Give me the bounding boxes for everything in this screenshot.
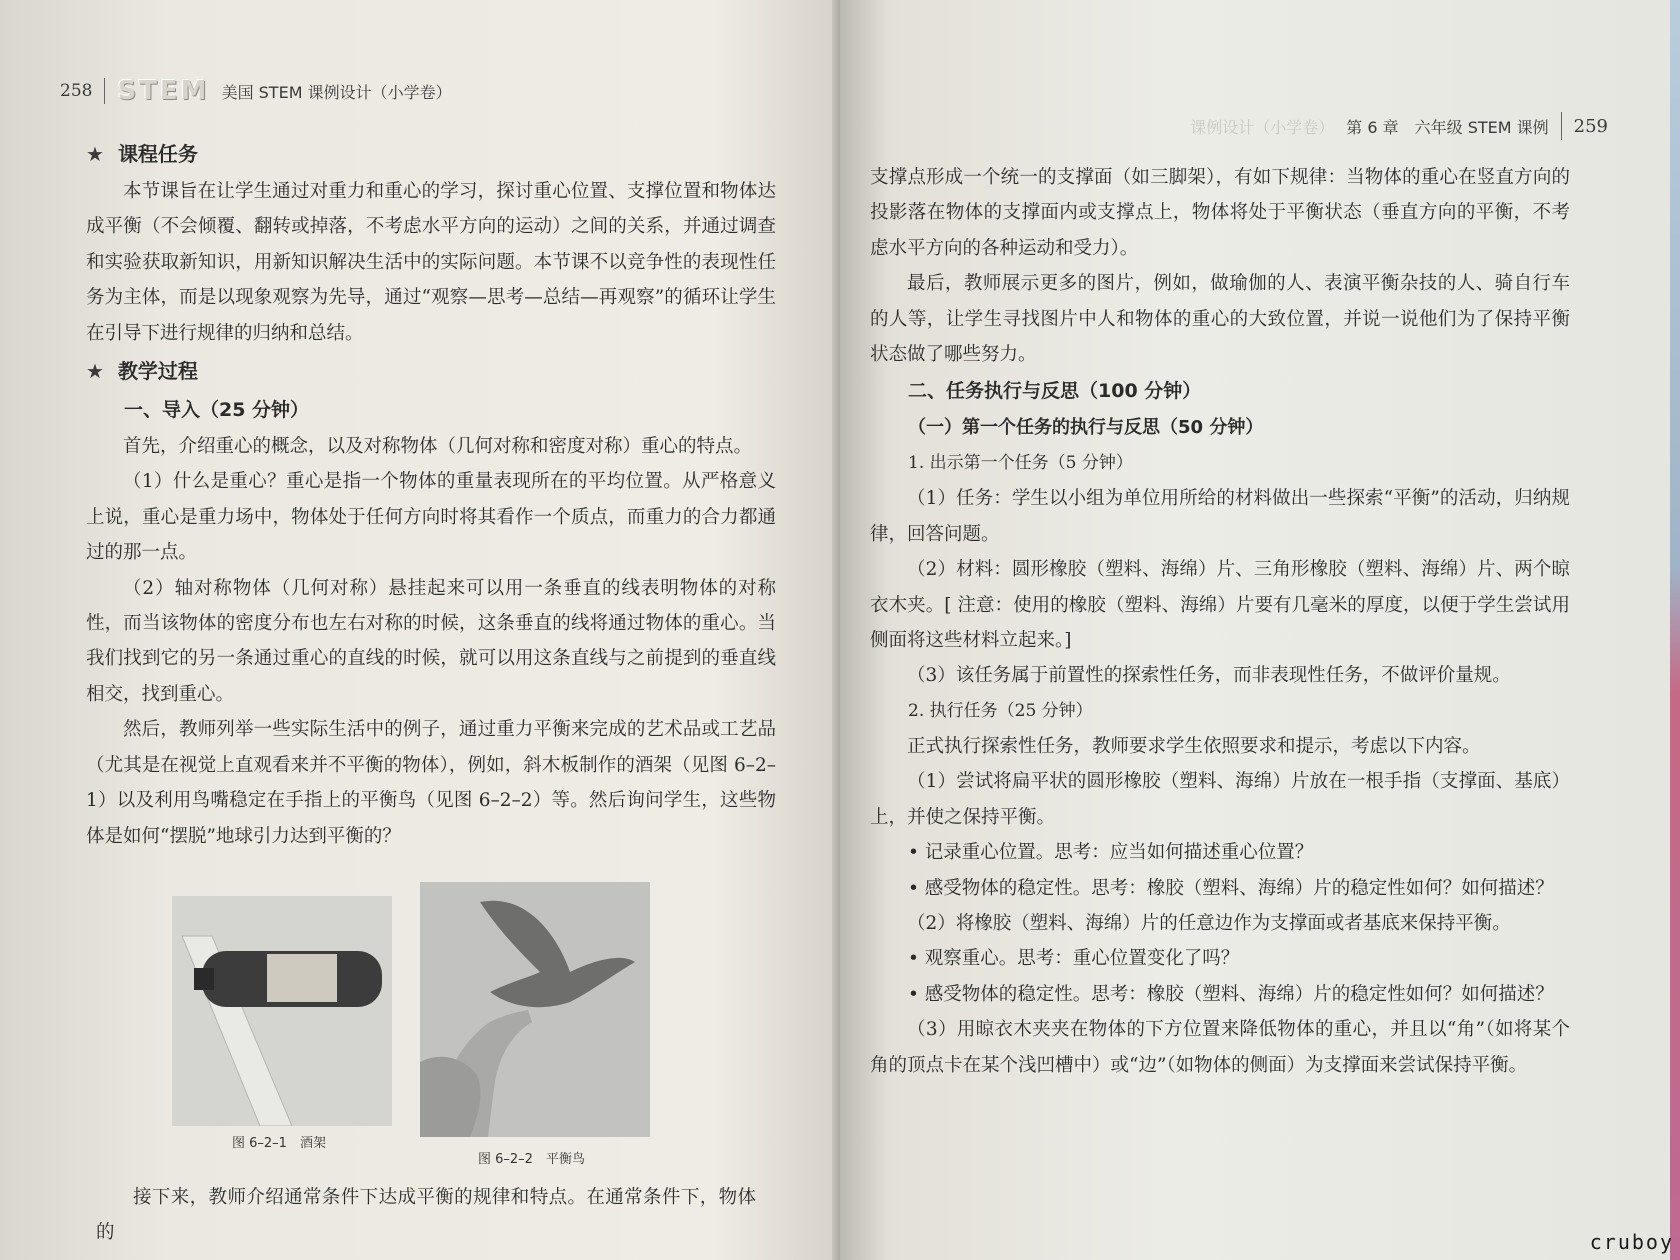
paragraph: 然后，教师列举一些实际生活中的例子，通过重力平衡来完成的艺术品或工艺品（尤其是在视觉上直观看来并不平衡的物体），例如，斜木板制作的酒架（见图 6–2–1）以及利用鸟嘴稳定在手指上的平衡鸟（见图 6–2–2）等。然后询问学生，这些物体是如何“摆脱”地球引力达到平衡的？ [86, 719, 776, 847]
bullet-item: • 感受物体的稳定性。思考：橡胶（塑料、海绵）片的稳定性如何？如何描述？ [908, 983, 1554, 1005]
right-running-head [1190, 112, 1608, 140]
wine-rack-photo [172, 896, 392, 1126]
section-heading-label: 课程任务 [117, 142, 198, 166]
paragraph: （2）材料：圆形橡胶（塑料、海绵）片、三角形橡胶（塑料、海绵）片、两个晾衣木夹。[ 注意：使用的橡胶（塑料、海绵）片要有几毫米的厚度，以便于学生尝试用侧面将这些材料立起来。] [870, 559, 1570, 652]
paragraph: （1）尝试将扁平状的圆形橡胶（塑料、海绵）片放在一根手指（支撑面、基底）上，并使之保持平衡。 [870, 771, 1570, 828]
paragraph: （1）什么是重心？重心是指一个物体的重量表现所在的平均位置。从严格意义上说，重心是重力场中，物体处于任何方向时将其看作一个质点，而重力的合力都通过的那一点。 [86, 471, 776, 564]
left-page-number: 258 [60, 81, 93, 101]
left-running-head [60, 76, 452, 106]
star-icon: ★ [86, 359, 104, 384]
faint-running-head: 课例设计（小学卷） [1190, 117, 1335, 137]
figure-caption-2: 图 6–2–2 平衡鸟 [478, 1152, 585, 1167]
step-heading: 1. 出示第一个任务（5 分钟） [908, 453, 1133, 474]
right-page-body [870, 160, 1570, 1083]
section-two-heading: 二、任务执行与反思（100 分钟） [908, 380, 1202, 403]
section-heading-task [86, 134, 776, 174]
bullet-item: • 观察重心。思考：重心位置变化了吗？ [908, 948, 1240, 970]
header-divider [1561, 112, 1562, 140]
section-heading-label: 教学过程 [117, 359, 198, 384]
bullet-item: • 感受物体的稳定性。思考：橡胶（塑料、海绵）片的稳定性如何？如何描述？ [908, 877, 1554, 899]
left-page-body [86, 134, 776, 854]
paragraph: （2）将橡胶（塑料、海绵）片的任意边作为支撑面或者基底来保持平衡。 [907, 912, 1511, 934]
paragraph: 接下来，教师介绍通常条件下达成平衡的规律和特点。在通常条件下，物体的 [96, 1187, 756, 1244]
chapter-title: 第 6 章 六年级 STEM 课例 [1346, 117, 1549, 137]
intro-heading: 一、导入（25 分钟） [124, 399, 310, 422]
header-divider [104, 78, 105, 104]
figures [160, 896, 660, 1176]
paragraph: 正式执行探索性任务，教师要求学生依照要求和提示，考虑以下内容。 [907, 735, 1481, 757]
star-icon: ★ [86, 142, 104, 166]
paragraph: （2）轴对称物体（几何对称）悬挂起来可以用一条垂直的线表明物体的对称性，而当该物体的密度分布也左右对称的时候，这条垂直的线将通过物体的重心。当我们找到它的另一条通过重心的直线的时候，就可以用这条直线与之前提到的垂直线相交，找到重心。 [86, 577, 776, 705]
paragraph: （1）任务：学生以小组为单位用所给的材料做出一些探索“平衡”的活动，归纳规律，回答问题。 [870, 488, 1570, 545]
left-page-bottom [96, 1180, 756, 1251]
task-paragraph: 本节课旨在让学生通过对重力和重心的学习，探讨重心位置、支撑位置和物体达成平衡（不会倾覆、翻转或掉落，不考虑水平方向的运动）之间的关系，并通过调查和实验获取新知识，用新知识解决生活中的实际问题。本节课不以竞争性的表现性任务为主体，而是以现象观察为先导，通过“观察—思考—总结—再观察”的循环让学生在引导下进行规律的归纳和总结。 [86, 181, 776, 344]
paragraph: 首先，介绍重心的概念，以及对称物体（几何对称和密度对称）重心的特点。 [123, 436, 753, 458]
figure-caption-1: 图 6–2–1 酒架 [232, 1136, 326, 1151]
section-heading-process [86, 351, 776, 391]
right-page-number: 259 [1573, 115, 1608, 137]
bullet-item: • 记录重心位置。思考：应当如何描述重心位置？ [908, 842, 1314, 864]
subsection-heading: （一）第一个任务的执行与反思（50 分钟） [908, 417, 1264, 439]
balance-bird-photo [420, 882, 650, 1137]
paragraph: 最后，教师展示更多的图片，例如，做瑜伽的人、表演平衡杂技的人、骑自行车的人等，让学生寻找图片中人和物体的重心的大致位置，并说一说他们为了保持平衡状态做了哪些努力。 [870, 273, 1570, 366]
paragraph: 支撑点形成一个统一的支撑面（如三脚架），有如下规律：当物体的重心在竖直方向的投影落在物体的支撑面内或支撑点上，物体将处于平衡状态（垂直方向的平衡，不考虑水平方向的各种运动和受力）。 [870, 167, 1570, 259]
book-title: 美国 STEM 课例设计（小学卷） [221, 82, 452, 102]
paragraph: （3）用晾衣木夹夹在物体的下方位置来降低物体的重心，并且以“角”（如将某个角的顶点卡在某个浅凹槽中）或“边”（如物体的侧面）为支撑面来尝试保持平衡。 [870, 1019, 1570, 1076]
paragraph: （3）该任务属于前置性的探索性任务，而非表现性任务，不做评价量规。 [907, 665, 1511, 687]
watermark: cruboy [1589, 1230, 1674, 1254]
step-heading: 2. 执行任务（25 分钟） [908, 700, 1093, 721]
stem-logo: STEM [117, 76, 210, 106]
